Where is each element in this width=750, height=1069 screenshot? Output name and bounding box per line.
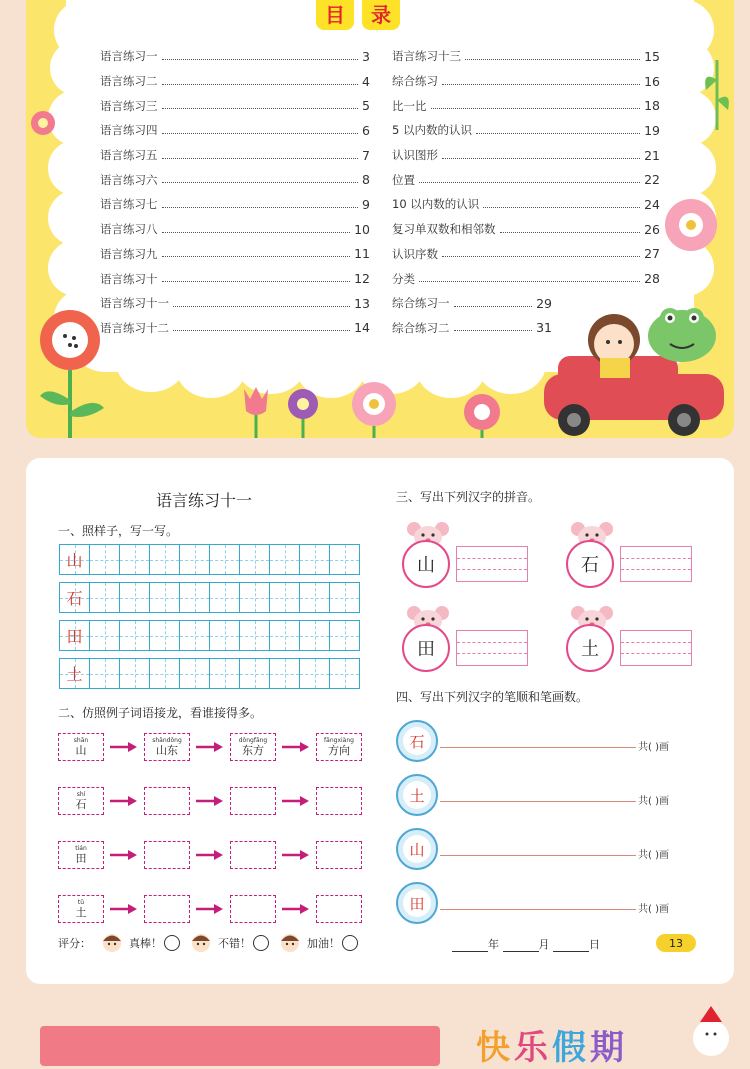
stroke-char-bubble bbox=[396, 774, 438, 816]
toc-entry[interactable] bbox=[392, 291, 552, 316]
grid-writing-cell[interactable] bbox=[239, 620, 270, 651]
chain-pinyin: fāngxiàng bbox=[324, 737, 354, 744]
grid-example-char: 土 bbox=[66, 665, 83, 684]
section-1-heading: 一、照样子，写一写。 bbox=[58, 524, 179, 538]
toc-entry-label: 综合练习二 bbox=[392, 320, 450, 335]
stroke-char-bubble bbox=[396, 720, 438, 762]
toc-entry[interactable] bbox=[100, 242, 370, 267]
toc-entry-label: 语言练习十一 bbox=[100, 296, 169, 311]
grid-writing-cell[interactable] bbox=[119, 620, 150, 651]
toc-entry-page: 31 bbox=[536, 320, 552, 336]
toc-entry-label: 语言练习九 bbox=[100, 246, 158, 261]
toc-entry-page: 7 bbox=[362, 147, 370, 163]
grid-writing-cell[interactable] bbox=[269, 620, 300, 651]
toc-leader-dots bbox=[162, 133, 359, 134]
grid-writing-cell[interactable] bbox=[209, 582, 240, 613]
stroke-char-bubble bbox=[396, 882, 438, 924]
grid-row bbox=[60, 544, 360, 574]
toc-leader-dots bbox=[419, 281, 640, 282]
chain-answer-box[interactable] bbox=[230, 787, 276, 815]
toc-entry[interactable] bbox=[100, 291, 370, 316]
toc-leader-dots bbox=[442, 84, 640, 85]
grid-writing-cell[interactable] bbox=[119, 544, 150, 575]
rating-label: 加油！ bbox=[307, 937, 340, 950]
grid-row bbox=[60, 620, 360, 650]
toc-leader-dots bbox=[162, 182, 359, 183]
stroke-row bbox=[396, 882, 696, 922]
pink-flower-icon bbox=[344, 380, 404, 438]
grid-writing-cell[interactable] bbox=[269, 658, 300, 689]
toc-entry-page: 24 bbox=[644, 196, 660, 212]
stroke-count-label: 共( )画 bbox=[638, 796, 669, 807]
grid-writing-cell[interactable] bbox=[329, 544, 360, 575]
grid-example-char: 石 bbox=[66, 589, 83, 608]
toc-leader-dots bbox=[162, 59, 359, 60]
toc-entry-label: 语言练习十三 bbox=[392, 49, 461, 64]
toc-entry[interactable] bbox=[392, 44, 660, 69]
toc-entry[interactable] bbox=[100, 167, 370, 192]
toc-entry[interactable] bbox=[100, 217, 370, 242]
toc-entry[interactable] bbox=[100, 44, 370, 69]
brand-char: 假 bbox=[552, 1028, 586, 1068]
toc-entry-page: 19 bbox=[644, 122, 660, 138]
toc-entry-label: 语言练习三 bbox=[100, 98, 158, 113]
toc-entry[interactable] bbox=[100, 316, 370, 341]
toc-leader-dots bbox=[442, 158, 640, 159]
toc-entry-label: 综合练习一 bbox=[392, 296, 450, 311]
toc-entry-page: 18 bbox=[644, 98, 660, 114]
kid-face-icon bbox=[188, 932, 214, 954]
pinyin-answer-box[interactable] bbox=[456, 546, 528, 582]
toc-card bbox=[26, 0, 734, 438]
kid-face-icon bbox=[277, 932, 303, 954]
chain-start-box bbox=[58, 787, 104, 815]
grid-example-cell bbox=[59, 658, 90, 689]
pinyin-target-char: 石 bbox=[566, 540, 614, 588]
toc-entry-label: 语言练习一 bbox=[100, 49, 158, 64]
toc-entry-page: 28 bbox=[644, 271, 660, 287]
grid-writing-cell[interactable] bbox=[89, 620, 120, 651]
toc-entry-page: 9 bbox=[362, 196, 370, 212]
word-chain-row bbox=[58, 730, 362, 764]
brand-char: 乐 bbox=[514, 1028, 548, 1068]
toc-leader-dots bbox=[431, 108, 641, 109]
chain-word: 方向 bbox=[328, 744, 350, 757]
chain-answer-box[interactable] bbox=[230, 895, 276, 923]
arrow-right-icon bbox=[190, 899, 230, 919]
toc-entry[interactable] bbox=[100, 266, 370, 291]
toc-leader-dots bbox=[442, 256, 640, 257]
page-number: 13 bbox=[656, 934, 696, 952]
leaf-decoration-icon bbox=[702, 60, 732, 130]
toc-entry-page: 27 bbox=[644, 246, 660, 262]
chain-pinyin: shí bbox=[76, 791, 86, 798]
grid-writing-cell[interactable] bbox=[89, 582, 120, 613]
toc-leader-dots bbox=[465, 59, 640, 60]
toc-entry-label: 语言练习五 bbox=[100, 148, 158, 163]
section-3-heading: 三、写出下列汉字的拼音。 bbox=[396, 490, 541, 504]
arrow-right-icon bbox=[276, 791, 316, 811]
toc-entry-page: 12 bbox=[354, 271, 370, 287]
arrow-right-icon bbox=[190, 791, 230, 811]
stroke-answer-line[interactable] bbox=[440, 855, 636, 856]
toc-leader-dots bbox=[162, 108, 359, 109]
toc-entry-page: 22 bbox=[644, 172, 660, 188]
chain-answer-box[interactable] bbox=[316, 895, 362, 923]
tulip-icon bbox=[226, 385, 286, 438]
toc-entry[interactable] bbox=[100, 93, 370, 118]
pinyin-target-char: 土 bbox=[566, 624, 614, 672]
arrow-right-icon bbox=[104, 845, 144, 865]
stroke-char: 土 bbox=[403, 781, 431, 809]
toc-entry[interactable] bbox=[392, 266, 660, 291]
word-chain-row bbox=[58, 838, 362, 872]
brand-char: 期 bbox=[590, 1028, 624, 1068]
grid-writing-cell[interactable] bbox=[299, 544, 330, 575]
chain-start-box bbox=[58, 733, 104, 761]
rating-circle[interactable] bbox=[253, 935, 269, 951]
grid-row bbox=[60, 658, 360, 688]
grid-writing-cell[interactable] bbox=[179, 544, 210, 575]
arrow-right-icon bbox=[104, 737, 144, 757]
stroke-row bbox=[396, 720, 696, 760]
toc-entry[interactable] bbox=[392, 242, 660, 267]
section-4-heading: 四、写出下列汉字的笔顺和笔画数。 bbox=[396, 690, 589, 704]
rating-label: 不错！ bbox=[218, 937, 251, 950]
stroke-count-label: 共( )画 bbox=[638, 850, 669, 861]
book-cover-preview bbox=[40, 1026, 440, 1066]
toc-entry-label: 比一比 bbox=[392, 98, 427, 113]
toc-entry-page: 8 bbox=[362, 172, 370, 188]
grid-writing-cell[interactable] bbox=[209, 620, 240, 651]
toc-leader-dots bbox=[500, 232, 641, 233]
toc-entry-page: 3 bbox=[362, 48, 370, 64]
toc-leader-dots bbox=[419, 182, 640, 183]
toc-entry-label: 认识图形 bbox=[392, 148, 438, 163]
toc-entry[interactable] bbox=[392, 217, 660, 242]
toc-leader-dots bbox=[162, 256, 351, 257]
toc-entry-page: 16 bbox=[644, 73, 660, 89]
word-chain-row bbox=[58, 892, 362, 926]
toc-entry-page: 4 bbox=[362, 73, 370, 89]
rating-label: 真棒！ bbox=[129, 937, 162, 950]
chain-answer-box[interactable] bbox=[230, 841, 276, 869]
chain-answer-box[interactable] bbox=[144, 841, 190, 869]
date-month-label: 月 bbox=[538, 938, 550, 951]
grid-writing-cell[interactable] bbox=[179, 658, 210, 689]
grid-writing-cell[interactable] bbox=[329, 582, 360, 613]
toc-leader-dots bbox=[173, 306, 350, 307]
arrow-right-icon bbox=[190, 845, 230, 865]
toc-entry-page: 13 bbox=[354, 295, 370, 311]
toc-entry-label: 复习单双数和相邻数 bbox=[392, 222, 496, 237]
stroke-answer-line[interactable] bbox=[440, 801, 636, 802]
grid-writing-cell[interactable] bbox=[299, 658, 330, 689]
toc-entry[interactable] bbox=[392, 143, 660, 168]
toc-entry[interactable] bbox=[392, 118, 660, 143]
chain-word: 东方 bbox=[242, 744, 264, 757]
grid-writing-cell[interactable] bbox=[149, 582, 180, 613]
toc-entry-label: 10 以内数的认识 bbox=[392, 197, 480, 212]
pinyin-answer-box[interactable] bbox=[456, 630, 528, 666]
toc-entry-label: 语言练习二 bbox=[100, 74, 158, 89]
section-2-heading: 二、仿照例子词语接龙，看谁接得多。 bbox=[58, 706, 263, 720]
grid-writing-cell[interactable] bbox=[149, 544, 180, 575]
purple-flower-icon bbox=[282, 386, 324, 438]
toc-leader-dots bbox=[454, 306, 533, 307]
toc-entry[interactable] bbox=[392, 192, 660, 217]
toc-entry-label: 认识序数 bbox=[392, 246, 438, 261]
chain-pinyin: tián bbox=[75, 845, 87, 852]
toc-entry[interactable] bbox=[392, 316, 552, 341]
arrow-right-icon bbox=[104, 899, 144, 919]
toc-entry-label: 语言练习十 bbox=[100, 271, 158, 286]
toc-entry[interactable] bbox=[392, 69, 660, 94]
toc-entry[interactable] bbox=[100, 192, 370, 217]
rating-circle[interactable] bbox=[342, 935, 358, 951]
score-label: 评分： bbox=[58, 937, 91, 950]
toc-entry-page: 14 bbox=[354, 320, 370, 336]
stroke-row bbox=[396, 774, 696, 814]
chain-answer-box[interactable] bbox=[144, 787, 190, 815]
girl-and-frog-in-car-icon bbox=[534, 292, 734, 438]
toc-leader-dots bbox=[162, 232, 351, 233]
toc-entry-label: 分类 bbox=[392, 271, 415, 286]
chain-pinyin: shān bbox=[73, 737, 89, 744]
toc-title bbox=[316, 0, 436, 26]
chain-start-box bbox=[58, 841, 104, 869]
worksheet-title: 语言练习十一 bbox=[156, 491, 253, 510]
grid-example-cell bbox=[59, 582, 90, 613]
chain-example-box bbox=[144, 733, 190, 761]
grid-writing-cell[interactable] bbox=[239, 582, 270, 613]
grid-writing-cell[interactable] bbox=[89, 544, 120, 575]
grid-writing-cell[interactable] bbox=[149, 620, 180, 651]
grid-writing-cell[interactable] bbox=[119, 582, 150, 613]
toc-leader-dots bbox=[162, 207, 359, 208]
stroke-answer-line[interactable] bbox=[440, 747, 636, 748]
grid-writing-cell[interactable] bbox=[119, 658, 150, 689]
chain-pinyin: shāndōng bbox=[152, 737, 182, 744]
grid-row bbox=[60, 582, 360, 612]
toc-entry-page: 6 bbox=[362, 122, 370, 138]
toc-leader-dots bbox=[162, 158, 359, 159]
pinyin-target-char: 田 bbox=[402, 624, 450, 672]
grid-example-cell bbox=[59, 544, 90, 575]
grid-example-char: 山 bbox=[66, 551, 83, 570]
toc-entry-label: 语言练习四 bbox=[100, 123, 158, 138]
date-line bbox=[452, 936, 600, 952]
brand-title bbox=[476, 1020, 624, 1069]
grid-writing-cell[interactable] bbox=[269, 544, 300, 575]
grid-writing-cell[interactable] bbox=[299, 620, 330, 651]
toc-entry-label: 语言练习十二 bbox=[100, 320, 169, 335]
chain-word: 田 bbox=[75, 852, 87, 865]
toc-entry-label: 语言练习六 bbox=[100, 172, 158, 187]
grid-example-char: 田 bbox=[66, 627, 83, 646]
toc-entry[interactable] bbox=[100, 143, 370, 168]
toc-entry-label: 5 以内数的认识 bbox=[392, 123, 472, 138]
toc-entry-page: 5 bbox=[362, 98, 370, 114]
toc-entry-page: 21 bbox=[644, 147, 660, 163]
grid-writing-cell[interactable] bbox=[179, 620, 210, 651]
grid-writing-cell[interactable] bbox=[179, 582, 210, 613]
arrow-right-icon bbox=[104, 791, 144, 811]
stroke-char: 山 bbox=[403, 835, 431, 863]
worksheet-page bbox=[26, 458, 734, 984]
grid-writing-cell[interactable] bbox=[209, 658, 240, 689]
toc-entry-page: 15 bbox=[644, 48, 660, 64]
toc-entry[interactable] bbox=[100, 69, 370, 94]
arrow-right-icon bbox=[276, 899, 316, 919]
arrow-right-icon bbox=[276, 737, 316, 757]
toc-entry-page: 29 bbox=[536, 295, 552, 311]
grid-writing-cell[interactable] bbox=[329, 620, 360, 651]
toc-left-column bbox=[100, 44, 370, 340]
chain-answer-box[interactable] bbox=[316, 841, 362, 869]
grid-writing-cell[interactable] bbox=[269, 582, 300, 613]
stroke-row bbox=[396, 828, 696, 868]
chain-word: 石 bbox=[75, 798, 87, 811]
grid-writing-cell[interactable] bbox=[149, 658, 180, 689]
score-row bbox=[58, 932, 358, 954]
pink-flower-icon bbox=[662, 196, 720, 254]
chain-example-box bbox=[316, 733, 362, 761]
stroke-answer-line[interactable] bbox=[440, 909, 636, 910]
toc-title-char: 目 bbox=[316, 0, 354, 30]
toc-title-char: 录 bbox=[362, 0, 400, 30]
grid-writing-cell[interactable] bbox=[239, 544, 270, 575]
snowman-icon bbox=[686, 1004, 736, 1058]
toc-leader-dots bbox=[476, 133, 640, 134]
toc-entry-label: 语言练习七 bbox=[100, 197, 158, 212]
toc-entry-page: 26 bbox=[644, 221, 660, 237]
word-chain-row bbox=[58, 784, 362, 818]
grid-example-cell bbox=[59, 620, 90, 651]
toc-entry-page: 10 bbox=[354, 221, 370, 237]
chain-answer-box[interactable] bbox=[316, 787, 362, 815]
grid-writing-cell[interactable] bbox=[329, 658, 360, 689]
stroke-char: 石 bbox=[403, 727, 431, 755]
date-year-label: 年 bbox=[488, 938, 499, 951]
toc-entry[interactable] bbox=[392, 167, 660, 192]
toc-entry-label: 位置 bbox=[392, 172, 415, 187]
toc-entry[interactable] bbox=[392, 93, 660, 118]
chain-pinyin: tǔ bbox=[77, 899, 85, 906]
stroke-count-label: 共( )画 bbox=[638, 904, 669, 915]
chain-example-box bbox=[230, 733, 276, 761]
rating-circle[interactable] bbox=[164, 935, 180, 951]
toc-entry-label: 综合练习 bbox=[392, 74, 438, 89]
toc-entry-page: 11 bbox=[354, 246, 370, 262]
chain-word: 土 bbox=[75, 906, 87, 919]
toc-entry-label: 语言练习八 bbox=[100, 222, 158, 237]
brand-char: 快 bbox=[476, 1028, 510, 1068]
toc-leader-dots bbox=[162, 84, 359, 85]
chain-answer-box[interactable] bbox=[144, 895, 190, 923]
grid-writing-cell[interactable] bbox=[209, 544, 240, 575]
chain-word: 山 bbox=[75, 744, 87, 757]
kid-face-icon bbox=[99, 932, 125, 954]
pink-flower-icon bbox=[458, 392, 506, 438]
small-flower-icon bbox=[28, 108, 58, 138]
chain-pinyin: dōngfāng bbox=[238, 737, 268, 744]
pinyin-answer-box[interactable] bbox=[620, 546, 692, 582]
grid-writing-cell[interactable] bbox=[239, 658, 270, 689]
toc-leader-dots bbox=[454, 330, 533, 331]
grid-writing-cell[interactable] bbox=[299, 582, 330, 613]
stroke-count-label: 共( )画 bbox=[638, 742, 669, 753]
flower-decoration-icon bbox=[28, 300, 138, 438]
stroke-char: 田 bbox=[403, 889, 431, 917]
pinyin-answer-box[interactable] bbox=[620, 630, 692, 666]
arrow-right-icon bbox=[276, 845, 316, 865]
arrow-right-icon bbox=[190, 737, 230, 757]
date-day-label: 日 bbox=[589, 938, 600, 951]
toc-leader-dots bbox=[162, 281, 351, 282]
chain-word: 山东 bbox=[156, 744, 178, 757]
pinyin-target-char: 山 bbox=[402, 540, 450, 588]
toc-leader-dots bbox=[483, 207, 640, 208]
grid-writing-cell[interactable] bbox=[89, 658, 120, 689]
toc-leader-dots bbox=[173, 330, 350, 331]
toc-entry[interactable] bbox=[100, 118, 370, 143]
chain-start-box bbox=[58, 895, 104, 923]
stroke-char-bubble bbox=[396, 828, 438, 870]
